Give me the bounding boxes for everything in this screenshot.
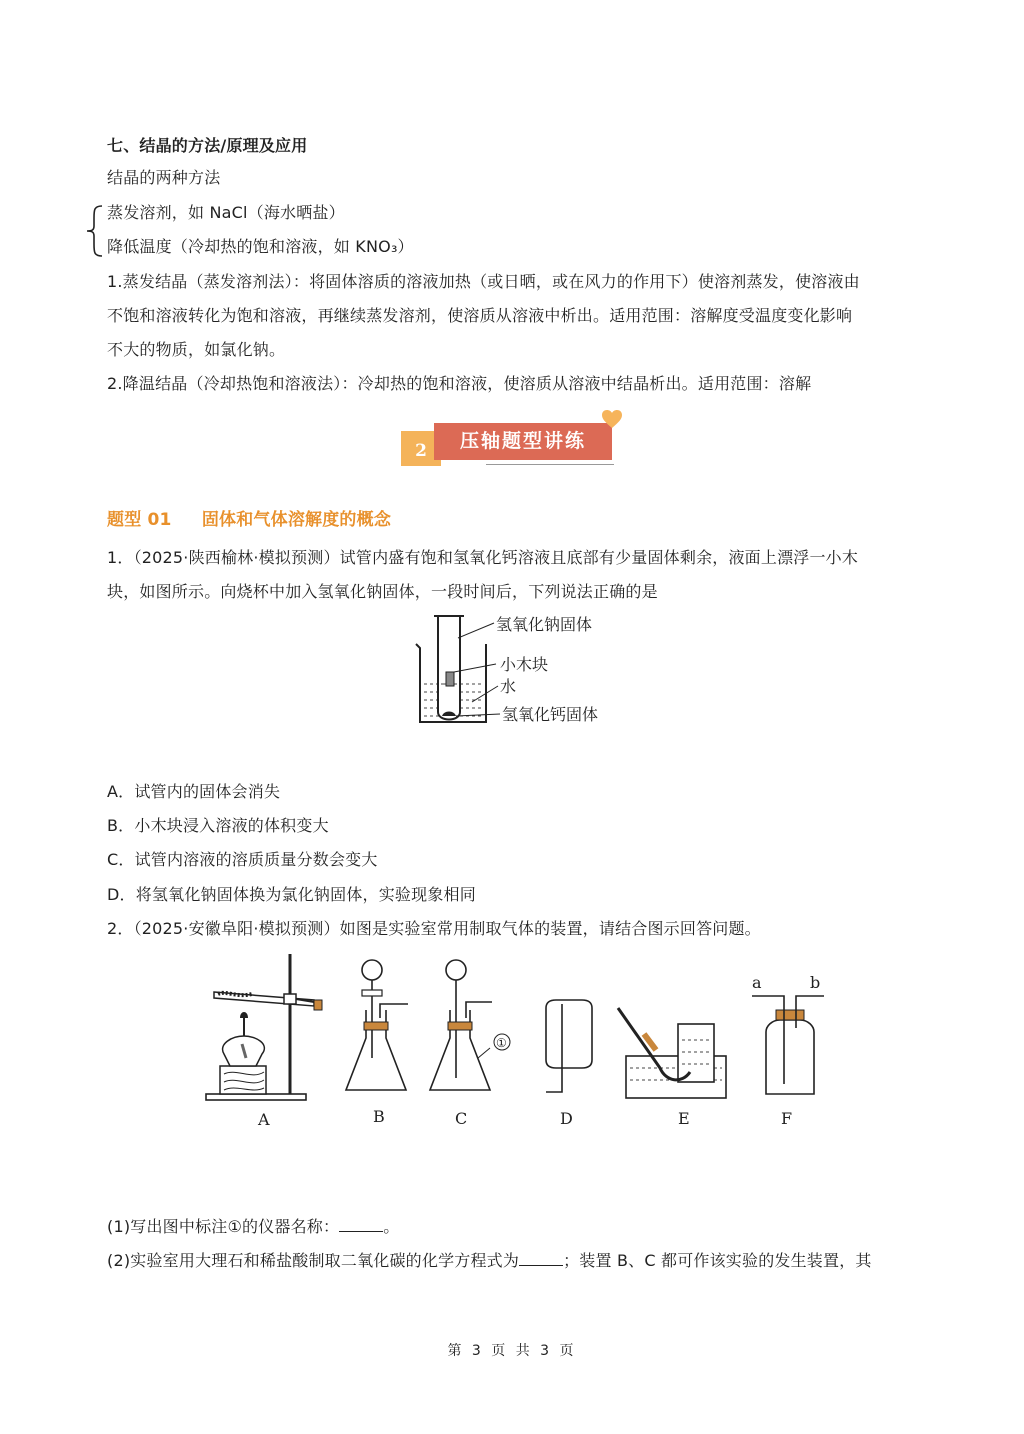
method-evaporation: 蒸发溶剂，如 NaCl（海水晒盐） — [107, 203, 345, 222]
topic-heading — [107, 508, 391, 532]
q2-sub2 — [107, 1249, 872, 1273]
answer-blank-2[interactable] — [519, 1249, 563, 1266]
heart-icon — [601, 409, 623, 431]
q2-sub2-end: ；装置 B、C 都可作该实验的发生装置，其 — [563, 1251, 872, 1270]
label-e: E — [678, 1109, 690, 1128]
apparatus-e — [618, 1008, 726, 1098]
method-cooling: 降低温度（冷却热的饱和溶液，如 KNO₃） — [107, 237, 414, 256]
para1-line3: 不大的物质，如氯化钠。 — [107, 340, 286, 359]
label-f: F — [781, 1109, 793, 1128]
label-c: C — [455, 1109, 468, 1128]
para1-line2: 不饱和溶液转化为饱和溶液，再继续蒸发溶剂，使溶质从溶液中析出。适用范围：溶解度受温度变化影响 — [107, 306, 853, 325]
apparatus-f — [752, 973, 824, 1094]
page-footer: 第 3 页 共 3 页 — [447, 1343, 577, 1359]
section-heading: 七、结晶的方法/原理及应用 — [107, 136, 308, 155]
q2-sub1-end: 。 — [383, 1217, 400, 1236]
q1-beaker-figure — [408, 608, 638, 732]
label-naoh: 氢氧化钠固体 — [496, 615, 593, 634]
apparatus-a — [206, 954, 322, 1100]
apparatus-b — [346, 960, 408, 1090]
q2-sub2-text: (2)实验室用大理石和稀盐酸制取二氧化碳的化学方程式为 — [107, 1251, 520, 1270]
section-subheading: 结晶的两种方法 — [107, 168, 221, 187]
marker-circled-1: ① — [496, 1036, 507, 1050]
q1-option-d: D．将氢氧化钠固体换为氯化钠固体，实验现象相同 — [107, 885, 476, 904]
para2-line1: 2.降温结晶（冷却热饱和溶液法）：冷却热的饱和溶液，使溶质从溶液中结晶析出。适用范围：溶解 — [107, 374, 812, 393]
label-a: A — [258, 1110, 270, 1129]
section-banner — [400, 408, 630, 468]
q1-stem-line1: 1．（2025·陕西榆林·模拟预测）试管内盛有饱和氢氧化钙溶液且底部有少量固体剩余，液面上漂浮一小木 — [107, 548, 859, 567]
banner-title: 压轴题型讲练 — [434, 423, 612, 460]
q2-apparatus-figure — [196, 948, 836, 1138]
q1-stem-line2: 块，如图所示。向烧杯中加入氢氧化钠固体，一段时间后，下列说法正确的是 — [107, 582, 658, 601]
banner-number: 2 — [401, 431, 441, 466]
label-b: B — [373, 1107, 385, 1126]
port-b: b — [810, 973, 821, 992]
q2-sub1 — [107, 1215, 399, 1239]
q1-option-b: B．小木块浸入溶液的体积变大 — [107, 816, 329, 835]
q1-option-a: A．试管内的固体会消失 — [107, 782, 281, 801]
answer-blank-1[interactable] — [339, 1215, 383, 1232]
q2-sub1-text: (1)写出图中标注①的仪器名称： — [107, 1217, 340, 1236]
apparatus-d — [546, 1000, 592, 1092]
apparatus-c — [430, 960, 510, 1090]
q2-stem: 2．（2025·安徽阜阳·模拟预测）如图是实验室常用制取气体的装置，请结合图示回答问题。 — [107, 919, 761, 938]
label-wood-block: 小木块 — [500, 655, 549, 674]
label-caoh2: 氢氧化钙固体 — [502, 705, 599, 724]
topic-title: 固体和气体溶解度的概念 — [201, 510, 392, 530]
label-d: D — [560, 1109, 573, 1128]
topic-label: 题型 01 — [107, 510, 172, 530]
banner-underline — [486, 464, 614, 465]
port-a: a — [752, 973, 762, 992]
q1-option-c: C．试管内溶液的溶质质量分数会变大 — [107, 850, 378, 869]
label-water: 水 — [500, 677, 517, 696]
para1-line1: 1.蒸发结晶（蒸发溶剂法）：将固体溶质的溶液加热（或日晒，或在风力的作用下）使溶剂蒸发，使溶液由 — [107, 272, 860, 291]
curly-brace-icon — [84, 204, 106, 258]
